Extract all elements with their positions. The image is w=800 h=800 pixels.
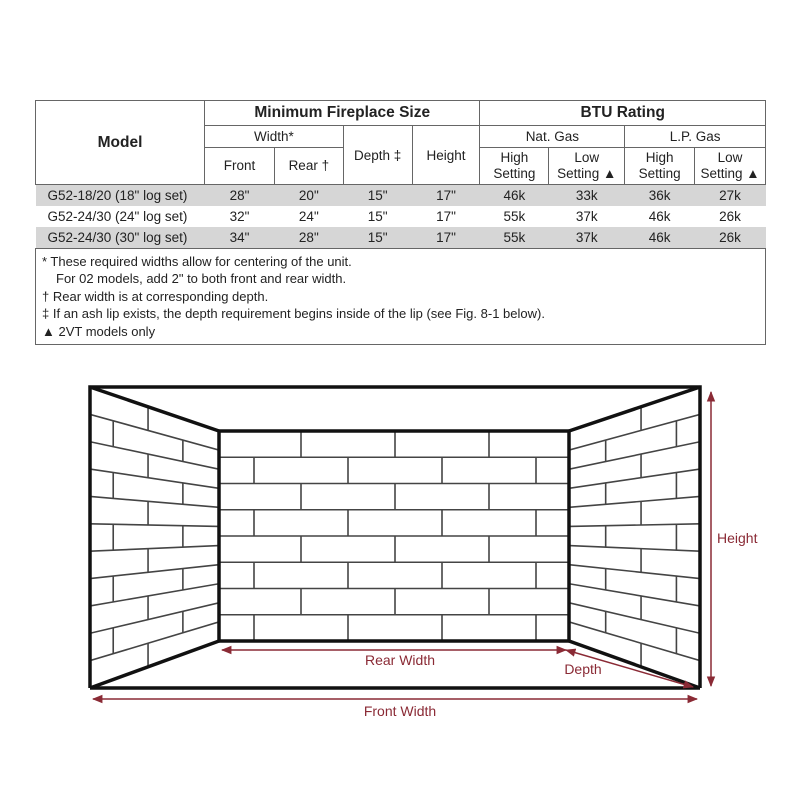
height-cell: 17" bbox=[436, 209, 456, 224]
front-header: Front bbox=[205, 148, 275, 185]
nat-low-cell: 37k bbox=[549, 227, 625, 249]
fireplace-spec-table bbox=[35, 100, 766, 345]
brick-line bbox=[569, 565, 700, 579]
setting-label: Setting bbox=[638, 166, 681, 181]
left-wall-bricks bbox=[90, 407, 219, 667]
brick-line bbox=[569, 603, 700, 633]
brick-line bbox=[569, 496, 700, 507]
brick-line bbox=[569, 414, 700, 450]
high-label: High bbox=[500, 150, 529, 165]
brick-line bbox=[569, 442, 700, 469]
height-label: Height bbox=[717, 530, 758, 546]
lp-high-cell: 46k bbox=[648, 209, 671, 224]
table-row bbox=[36, 206, 766, 227]
brick-line bbox=[90, 603, 219, 633]
nat-low-cell: 37k bbox=[575, 209, 598, 224]
nat-high-cell: 55k bbox=[503, 209, 526, 224]
front-cell: 32" bbox=[229, 209, 250, 224]
height-cell: 17" bbox=[412, 185, 480, 207]
front-cell: 34" bbox=[205, 227, 275, 249]
lp-high-cell: 46k bbox=[625, 227, 695, 249]
width-header: Width* bbox=[205, 126, 344, 148]
brick-line bbox=[90, 584, 219, 606]
note-line: † Rear width is at corresponding depth. bbox=[42, 288, 269, 304]
brick-line bbox=[90, 414, 219, 450]
lp-low-cell: 26k bbox=[695, 227, 766, 249]
model-header: Model bbox=[36, 101, 205, 185]
depth-cell: 15" bbox=[343, 185, 412, 207]
rear-header: Rear † bbox=[274, 148, 343, 185]
lp-high-cell: 36k bbox=[625, 185, 695, 207]
lp-low-cell: 26k bbox=[719, 209, 741, 224]
table-row bbox=[36, 227, 766, 249]
brick-line bbox=[90, 469, 219, 488]
front-cell: 28" bbox=[205, 185, 275, 207]
back-wall-bricks bbox=[219, 431, 569, 641]
brick-line bbox=[90, 546, 219, 552]
rear-cell: 24" bbox=[298, 209, 319, 224]
setting-label: Setting ▲ bbox=[557, 166, 617, 181]
brick-line bbox=[90, 524, 219, 527]
brick-line bbox=[90, 496, 219, 507]
brick-line bbox=[90, 442, 219, 469]
note-line: * These required widths allow for centering of the unit. bbox=[42, 254, 352, 269]
lp-gas-header: L.P. Gas bbox=[625, 126, 766, 148]
high-label: High bbox=[645, 150, 674, 165]
depth-label: Depth bbox=[564, 661, 602, 677]
depth-cell: 15" bbox=[367, 209, 388, 224]
rear-cell: 20" bbox=[274, 185, 343, 207]
brick-line bbox=[569, 622, 700, 661]
front-width-label: Front Width bbox=[363, 703, 437, 719]
table-row bbox=[36, 185, 766, 207]
brick-line bbox=[90, 622, 219, 661]
right-wall-bricks bbox=[569, 407, 700, 667]
nat-high-cell: 46k bbox=[480, 185, 549, 207]
brick-line bbox=[90, 565, 219, 579]
lp-low-cell: 27k bbox=[695, 185, 766, 207]
rear-cell: 28" bbox=[274, 227, 343, 249]
note-line: ‡ If an ash lip exists, the depth requirement begins inside of the lip (see Fig. 8-1 below). bbox=[42, 306, 545, 322]
depth-cell: 15" bbox=[343, 227, 412, 249]
depth-header: Depth ‡ bbox=[343, 126, 412, 185]
setting-label: Setting ▲ bbox=[700, 166, 760, 181]
nat-low-header bbox=[549, 148, 625, 185]
model-cell: G52-18/20 (18" log set) bbox=[36, 185, 205, 207]
brick-line bbox=[569, 524, 700, 527]
brick-line bbox=[569, 469, 700, 488]
note-line: ▲ 2VT models only bbox=[42, 323, 156, 339]
height-header: Height bbox=[412, 126, 480, 185]
lp-low-header bbox=[695, 148, 766, 185]
fireplace-dimension-diagram bbox=[0, 370, 800, 740]
brick-line bbox=[569, 546, 700, 552]
model-cell: G52-24/30 (30" log set) bbox=[36, 227, 205, 249]
setting-label: Setting bbox=[493, 166, 536, 181]
height-cell: 17" bbox=[412, 227, 480, 249]
nat-gas-header: Nat. Gas bbox=[480, 126, 625, 148]
low-label: Low bbox=[574, 150, 600, 165]
brick-line bbox=[569, 584, 700, 606]
nat-high-cell: 55k bbox=[480, 227, 549, 249]
nat-low-cell: 33k bbox=[549, 185, 625, 207]
low-label: Low bbox=[717, 150, 743, 165]
rear-width-label: Rear Width bbox=[364, 652, 436, 668]
lp-high-header bbox=[625, 148, 695, 185]
note-line: For 02 models, add 2" to both front and rear width. bbox=[56, 271, 347, 287]
btu-header: BTU Rating bbox=[480, 101, 766, 126]
nat-high-header bbox=[480, 148, 549, 185]
min-size-header: Minimum Fireplace Size bbox=[205, 101, 480, 126]
table-notes bbox=[36, 249, 766, 345]
model-cell: G52-24/30 (24" log set) bbox=[47, 209, 188, 224]
